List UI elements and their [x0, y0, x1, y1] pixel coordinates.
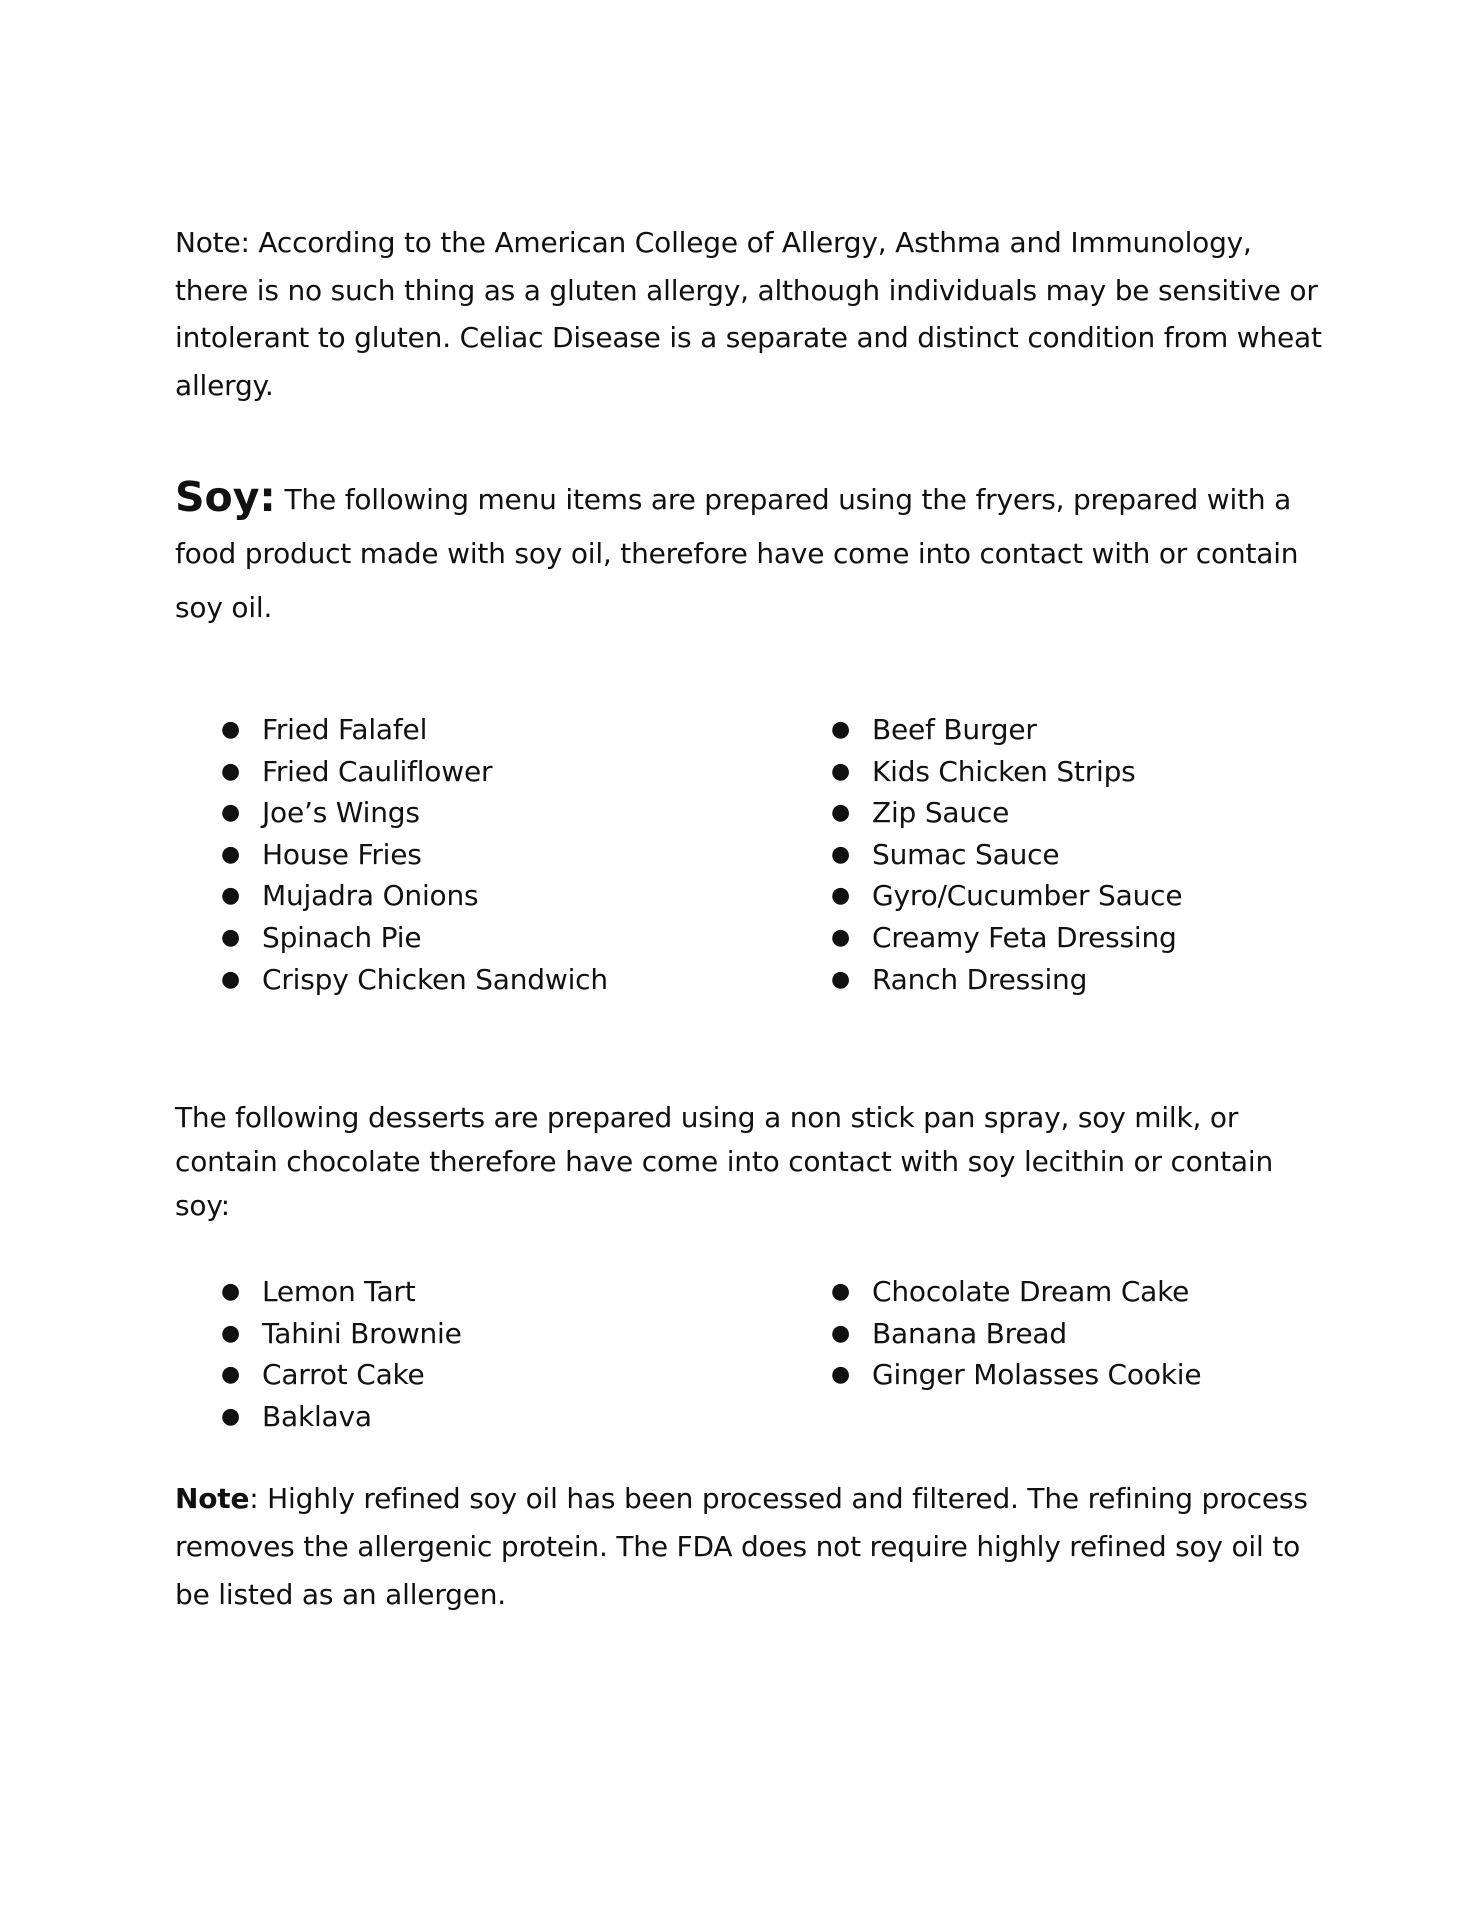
list-item: ● Beef Burger — [785, 709, 1182, 751]
gluten-note-paragraph: Note: According to the American College of Allergy, Asthma and Immunology, there is no such thing as a gluten allergy, although individuals may be sensitive or intolerant to gluten. Celiac Disease is a separate and distinct condition from wheat allergy. — [175, 226, 1322, 402]
list-item: ● Mujadra Onions — [175, 875, 608, 917]
bullet-icon: ● — [221, 841, 240, 867]
bullet-icon: ● — [831, 966, 850, 992]
fried-items-list-right — [785, 709, 1182, 1000]
bullet-icon: ● — [221, 1320, 240, 1346]
bullet-icon: ● — [831, 1362, 850, 1388]
bullet-icon: ● — [221, 758, 240, 784]
bullet-icon: ● — [221, 966, 240, 992]
soy-oil-note-paragraph — [175, 1475, 1325, 1619]
list-item: ● Crispy Chicken Sandwich — [175, 959, 608, 1001]
dessert-items-list-left — [175, 1271, 462, 1437]
bullet-icon: ● — [831, 841, 850, 867]
bullet-icon: ● — [221, 1362, 240, 1388]
list-item: ● Fried Falafel — [175, 709, 608, 751]
list-item: ● House Fries — [175, 834, 608, 876]
fried-items-list-left — [175, 709, 608, 1000]
list-item: ● Fried Cauliflower — [175, 751, 608, 793]
list-item: ● Ranch Dressing — [785, 959, 1182, 1001]
bullet-icon: ● — [221, 717, 240, 742]
list-item: ● Carrot Cake — [175, 1354, 462, 1396]
list-item: ● Zip Sauce — [785, 792, 1182, 834]
soy-heading: Soy: — [175, 473, 276, 521]
bullet-icon: ● — [831, 758, 850, 784]
list-item: ● Gyro/Cucumber Sauce — [785, 875, 1182, 917]
list-item: ● Baklava — [175, 1396, 462, 1438]
list-item: ● Banana Bread — [785, 1313, 1201, 1355]
list-item: ● Chocolate Dream Cake — [785, 1271, 1201, 1313]
bullet-icon: ● — [831, 1320, 850, 1346]
bullet-icon: ● — [831, 1279, 850, 1304]
soy-intro-text: The following menu items are prepared using the fryers, prepared with a food product made with soy oil, therefore have come into contact with or contain soy oil. — [175, 483, 1299, 624]
soy-intro-paragraph — [175, 470, 1325, 635]
soy-oil-note-text: : Highly refined soy oil has been processed and filtered. The refining process removes the allergenic protein. The FDA does not require highly refined soy oil to be listed as an allergen. — [175, 1482, 1308, 1611]
list-item: ● Creamy Feta Dressing — [785, 917, 1182, 959]
bullet-icon: ● — [221, 1403, 240, 1429]
list-item: ● Lemon Tart — [175, 1271, 462, 1313]
list-item: ● Joe’s Wings — [175, 792, 608, 834]
bullet-icon: ● — [831, 883, 850, 909]
desserts-intro-paragraph: The following desserts are prepared using a non stick pan spray, soy milk, or contain chocolate therefore have come into contact with soy lecithin or contain soy: — [175, 1101, 1274, 1222]
bullet-icon: ● — [221, 1279, 240, 1304]
note-label: Note — [175, 1482, 250, 1515]
bullet-icon: ● — [831, 717, 850, 742]
list-item: ● Tahini Brownie — [175, 1313, 462, 1355]
bullet-icon: ● — [831, 800, 850, 826]
dessert-items-list-right — [785, 1271, 1201, 1396]
list-item: ● Kids Chicken Strips — [785, 751, 1182, 793]
list-item: ● Spinach Pie — [175, 917, 608, 959]
bullet-icon: ● — [221, 924, 240, 950]
bullet-icon: ● — [221, 883, 240, 909]
bullet-icon: ● — [831, 924, 850, 950]
list-item: ● Ginger Molasses Cookie — [785, 1354, 1201, 1396]
list-item: ● Sumac Sauce — [785, 834, 1182, 876]
bullet-icon: ● — [221, 800, 240, 826]
